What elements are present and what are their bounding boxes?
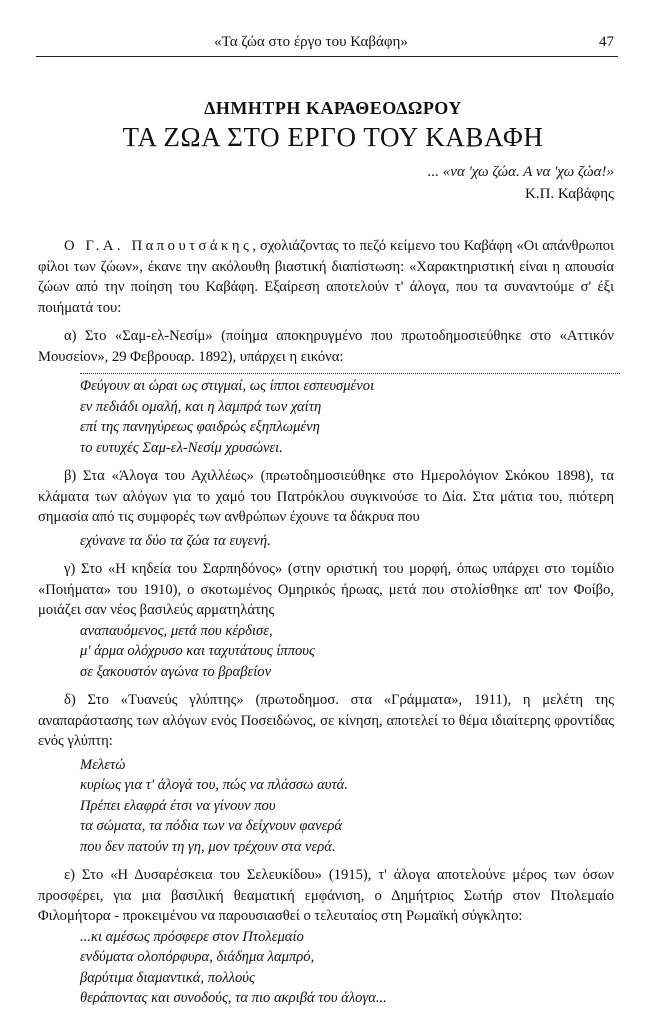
verse-line: ενδύματα ολοπόρφυρα, διάδημα λαμπρό, [80, 949, 315, 965]
verse-line: βαρύτιμα διαμαντικά, πολλούς [80, 969, 255, 986]
verse-line: θεράποντας και συνοδούς, τα πιο ακριβά του άλογα... [80, 990, 387, 1006]
verse-line: μ' άρμα ολόχρυσο και ταχυτάτους ίππους [80, 643, 315, 659]
section-b-paragraph: β) Στα «Άλογα του Αχιλλέως» (πρωτοδημοσιεύθηκε στο Ημερολόγιον Σκόκου 1898), τα κλάματα των αλόγων για το χαμό του Πατρόκλου συγκινούσε το Δία. Στα μάτια του, πιότερη σημασία από τις συμφορές των ανθρώπων έχουνε τα δάκρυα που [38, 468, 614, 525]
verse-line: εν πεδιάδι ομαλή, και η λαμπρά των χαίτη [80, 398, 322, 415]
epigraph-quote: ... «να 'χω ζώα. Α να 'χω ζώα!» [427, 164, 614, 180]
epigraph-attribution: Κ.Π. Καβάφης [525, 186, 614, 202]
section-d-paragraph: δ) Στο «Τυανεύς γλύπτης» (πρωτοδημοσ. στα «Γράμματα», 1911), η μελέτη της αναπαράστασης των αλόγων ενός Ποσειδώνος, σε κίνηση, αποτελεί το θέμα ιδιαίτερης φροντίδας ενός γλύπτη: [38, 692, 614, 749]
verse-line: Μελετώ [80, 756, 126, 773]
verse-line: Πρέπει ελαφρά έτσι να γίνουν που [80, 797, 276, 814]
section-d-verse [38, 755, 614, 858]
page-number: 47 [599, 34, 614, 50]
verse-line: Φεύγουν αι ώραι ως στιγμαί, ως ίπποι εσπευσμένοι [80, 378, 375, 394]
verse-line: αναπαυόμενος, μετά που κέρδισε, [80, 622, 273, 639]
section-b-verse [38, 531, 614, 552]
running-head [36, 30, 618, 54]
verse-line: εχύνανε τα δύο τα ζώα τα ευγενή. [80, 532, 271, 549]
author-name: ΔΗΜΗΤΡΗ ΚΑΡΑΘΕΟΔΩΡΟΥ [204, 98, 462, 118]
article-title: ΤΑ ΖΩΑ ΣΤΟ ΕΡΓΟ ΤΟΥ ΚΑΒΑΦΗ [122, 122, 544, 152]
section-a-verse [38, 376, 614, 458]
intro-text: , σχολιάζοντας το πεζό κείμενο του Καβάφη «Οι απάνθρωποι φίλοι των ζώων», έκανε την ακόλουθη βιαστική διαπίστωση: «Χαρακτηριστική είναι η απουσία ζώων από την ποίηση του Καβάφη. Εξαίρεση αποτελούν τ' άλογα, που τα συναντούμε σ' έξι ποιήματά του: [38, 238, 615, 316]
header-rule [36, 56, 618, 57]
verse-line: που δεν πατούν τη γη, μον τρέχουν στα νερά. [80, 838, 336, 855]
verse-line: κυρίως για τ' άλογά του, πώς να πλάσσω αυτά. [80, 777, 348, 793]
section-e-paragraph: ε) Στο «Η Δυσαρέσκεια του Σελευκίδου» (1915), τ' άλογα αποτελούνε μέρος των όσων προσφέρει, για μια βασιλική θεαματική εμφάνιση, ο Δημήτριος Σωτήρ στον Πτολεμαίο Φιλομήτορα - προκειμένου να παρουσιασθεί ο τελευταίος στη Ρωμαϊκή σύγκλητο: [38, 867, 614, 924]
intro-paragraph [38, 236, 614, 318]
epigraph [428, 161, 614, 205]
verse-line: το ευτυχές Σαμ-ελ-Νεσίμ χρυσώνει. [80, 439, 283, 456]
section-c-verse [38, 621, 614, 683]
section-e-verse [38, 927, 614, 1009]
article-body [38, 236, 614, 1009]
verse-line: σε ξακουστόν αγώνα το βραβείον [80, 663, 272, 680]
intro-author-name: Ο Γ.Α. Παπουτσάκης [64, 238, 253, 254]
running-head-title: «Τα ζώα στο έργο του Καβάφη» [214, 34, 408, 50]
section-a-paragraph: α) Στο «Σαμ-ελ-Νεσίμ» (ποίημα αποκηρυγμένο που πρωτοδημοσιεύθηκε στο «Αττικόν Μουσείον», 29 Φεβρουαρ. 1892), υπάρχει η εικόνα: [38, 328, 614, 365]
section-c-paragraph: γ) Στο «Η κηδεία του Σαρπηδόνος» (στην οριστική του μορφή, όπως υπάρχει στο τομίδιο «Ποιήματα» του 1910), ο σκοτωμένος Ομηρικός ήρωας, μετά που στολίσθηκε απ' τον Φοίβο, μοιάζει σαν νέος βασιλεύς αρματηλάτης [38, 561, 614, 618]
verse-line: επί της πανηγύρεως φαιδρώς εξηπλωμένη [80, 419, 320, 435]
verse-line: ...κι αμέσως πρόσφερε στον Πτολεμαίο [80, 928, 304, 945]
verse-line: τα σώματα, τα πόδια των να δείχνουν φανερά [80, 818, 343, 834]
